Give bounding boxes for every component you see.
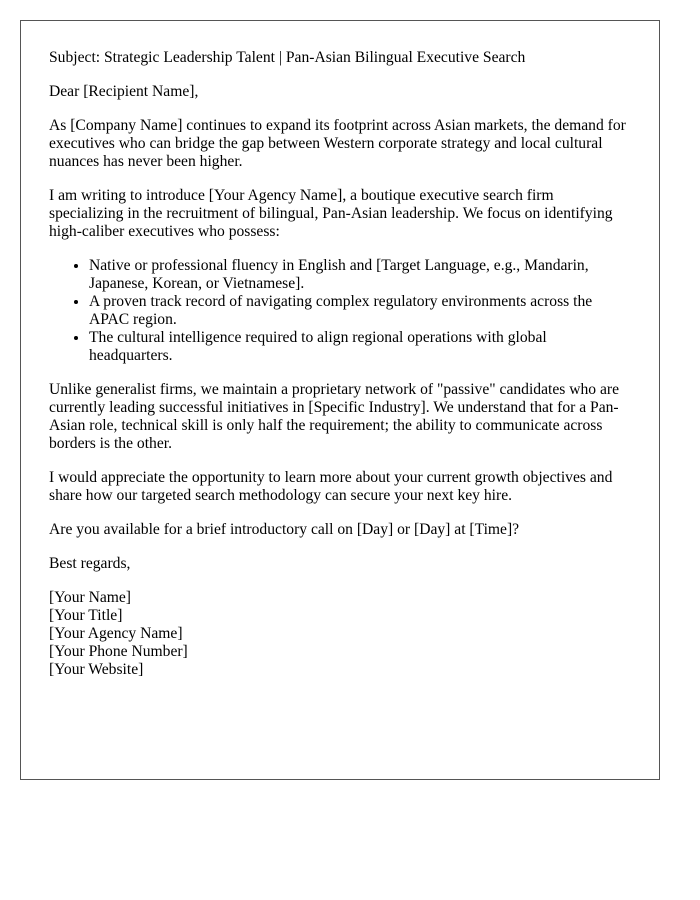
signature-title: [Your Title] <box>49 607 123 624</box>
signature-agency: [Your Agency Name] <box>49 625 183 642</box>
paragraph-intro: As [Company Name] continues to expand its footprint across Asian markets, the demand for executives who can bridge the gap between Western corporate strategy and local cultural nuances has never been higher. <box>49 117 626 170</box>
letter-page <box>20 20 660 780</box>
list-item: • A proven track record of navigating complex regulatory environments across the APAC region. <box>89 293 631 329</box>
signature-website: [Your Website] <box>49 661 144 678</box>
paragraph-network: Unlike generalist firms, we maintain a proprietary network of "passive" candidates who are currently leading successful initiatives in [Specific Industry]. We understand that for a Pan-Asian role, technical skill is only half the requirement; the ability to communicate across borders is the other. <box>49 381 620 452</box>
closing: Best regards, <box>49 555 131 572</box>
signature-name: [Your Name] <box>49 589 132 606</box>
paragraph-call: Are you available for a brief introductory call on [Day] or [Day] at [Time]? <box>49 521 520 538</box>
signature-block <box>49 589 631 679</box>
list-item: • Native or professional fluency in English and [Target Language, e.g., Mandarin, Japanese, Korean, or Vietnamese]. <box>89 257 631 293</box>
list-item: • The cultural intelligence required to align regional operations with global headquarters. <box>89 329 631 365</box>
qualification-list <box>49 257 631 365</box>
paragraph-agency: I am writing to introduce [Your Agency Name], a boutique executive search firm specializing in the recruitment of bilingual, Pan-Asian leadership. We focus on identifying high-caliber executives who possess: <box>49 187 613 240</box>
signature-phone: [Your Phone Number] <box>49 643 188 660</box>
paragraph-opportunity: I would appreciate the opportunity to learn more about your current growth objectives and share how our targeted search methodology can secure your next key hire. <box>49 469 613 504</box>
subject-line: Subject: Strategic Leadership Talent | Pan-Asian Bilingual Executive Search <box>49 49 526 66</box>
salutation: Dear [Recipient Name], <box>49 83 199 100</box>
